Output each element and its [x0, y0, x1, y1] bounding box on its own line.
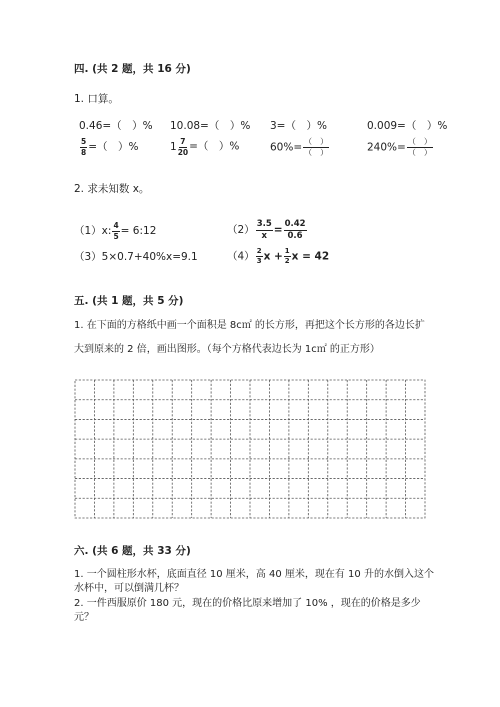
oral-calc-item-8: 240%= $\frac{( )}{( )}$ — [367, 137, 432, 157]
question-2-line-1: 2. 一件西服原价 180 元，现在的价格比原来增加了 10% ，现在的价格是多少 — [74, 598, 421, 609]
fraction: $\frac{7}{20}$ — [177, 137, 189, 157]
square-grid-paper — [74, 379, 426, 522]
question-1-line-2: 水杯中，可以倒满几杯？ — [74, 583, 184, 594]
section-6-heading: 六. (共 6 题，共 33 分) — [74, 545, 191, 557]
equation-3: （3）5×0.7+40%x=9.1 — [74, 251, 198, 263]
equation-4: （4） $\frac{2}{3}$ x + $\frac{1}{2}$ x = 42 — [227, 247, 330, 265]
fraction: $\frac{4}{5}$ — [113, 221, 119, 241]
oral-calc-item-4: 0.009=（ ）% — [367, 120, 448, 132]
question-1-line-1: 1. 一个圆柱形水杯，底面直径 10 厘米，高 40 厘米，现在有 10 升的水倒入这个 — [74, 569, 434, 580]
section-5-heading: 五. (共 1 题，共 5 分) — [74, 295, 184, 307]
question-1-label: 1. 口算。 — [74, 93, 119, 105]
oral-calc-item-1: 0.46=（ ）% — [79, 120, 153, 132]
oral-calc-item-3: 3=（ ）% — [270, 120, 327, 132]
equation-1: （1）x: $\frac{4}{5}$ = 6:12 — [74, 221, 157, 241]
fraction: $\frac{1}{2}$ — [284, 247, 290, 265]
oral-calc-item-6: 1 $\frac{7}{20}$ =（ ）% — [170, 137, 240, 157]
oral-calc-item-5: $\frac{5}{8}$ =（ ）% — [81, 137, 139, 157]
equation-2: （2） $\frac{3.5}{x}$ = $\frac{0.42}{0.6}$ — [227, 219, 306, 241]
question-text-line-2: 大到原来的 2 倍，画出图形。（每个方格代表边长为 1c㎡ 的正方形） — [74, 344, 380, 355]
question-text-line-1: 1. 在下面的方格纸中画一个面积是 8c㎡ 的长方形，再把这个长方形的各边长扩 — [74, 320, 425, 331]
question-2-line-2: 元？ — [74, 612, 94, 623]
fraction: $\frac{5}{8}$ — [81, 137, 87, 157]
oral-calc-item-2: 10.08=（ ）% — [170, 120, 251, 132]
blank-fraction: $\frac{( )}{( )}$ — [304, 137, 329, 157]
oral-calc-item-7: 60%= $\frac{( )}{( )}$ — [270, 137, 329, 157]
fraction: $\frac{3.5}{x}$ — [256, 219, 272, 241]
fraction: $\frac{2}{3}$ — [256, 247, 262, 265]
section-4-heading: 四. (共 2 题，共 16 分) — [74, 63, 191, 75]
blank-fraction: $\frac{( )}{( )}$ — [407, 137, 432, 157]
question-2-label: 2. 求未知数 x。 — [74, 183, 150, 195]
fraction: $\frac{0.42}{0.6}$ — [284, 219, 306, 241]
